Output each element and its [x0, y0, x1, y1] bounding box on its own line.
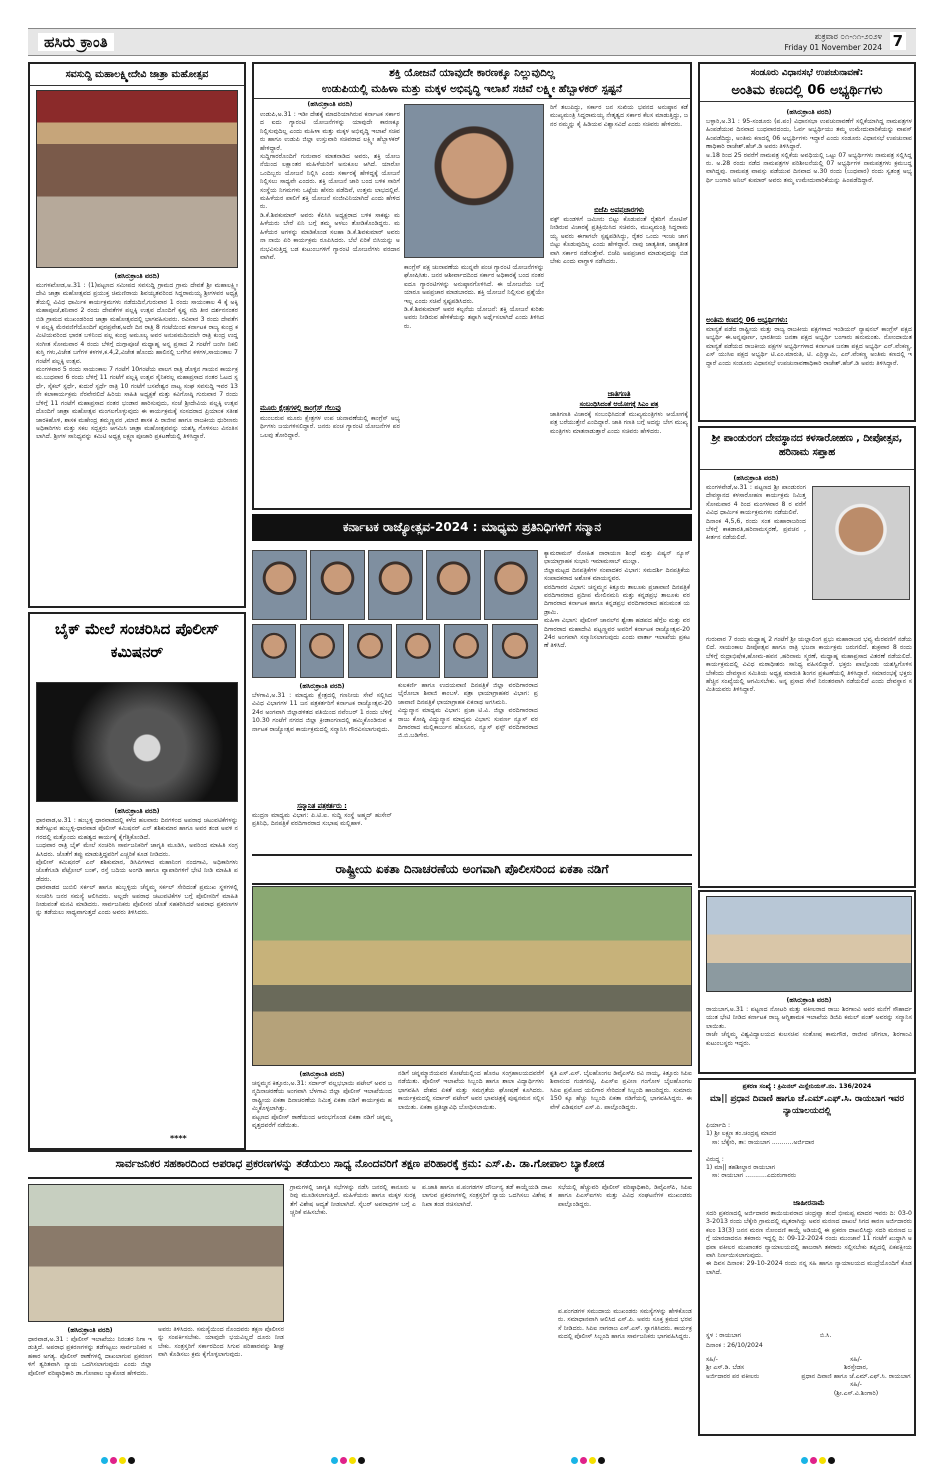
notice-court-title: ಮಾ|| ಪ್ರಧಾನ ದಿವಾಣಿ ಹಾಗೂ ಜೆ.ಎಮ್.ಎಫ್.ಸಿ. ರಾಯಬಾಗ ಇವರ ನ್ಯಾಯಾಲಯದಲ್ಲಿ	[709, 1094, 904, 1116]
black-dot	[828, 1457, 835, 1464]
masthead	[28, 28, 916, 56]
story-body-e: ವಕ್ಫ್ ಮಂಡಳಿಗೆ ಜಮೀನು ಬಿಟ್ಟು ಕೊಡುವಂತೆ ರೈತರಿಗೆ ನೋಟಿಸ್ ನೀಡಿರುವ ವಿಚಾರಕ್ಕೆ ಪ್ರತಿಕ್ರಿಯಿಸಿದ ಸಚಿವರು, ಮುಖ್ಯಮಂತ್ರಿ ಸಿದ್ದರಾಮಯ್ಯ ಅವರು ಈಗಾಗಲೇ ಸ್ಪಷ್ಟಪಡಿಸಿದ್ದು, ರೈತರ ಒಂದು ಇಂಚು ಜಾಗ ಬಿಟ್ಟು ಕೊಡುವುದಿಲ್ಲ ಎಂದು ಹೇಳಿದ್ದಾರೆ. ನಾವು ಜಾತ್ಯತೀತ, ಜಾತ್ಯತೀತವಾಗಿ ಸರ್ಕಾರ ನಡೆಸುತ್ತೇವೆ. ಬಿಜೆಪಿ ಅಪಪ್ರಚಾರ ಮಾಡುವುದನ್ನು ಬಿಡಬೇಕು ಎಂದು ವಾಗ್ದಾಳಿ ನಡೆಸಿದರು.	[550, 216, 690, 266]
headline: ಬೈಕ್ ಮೇಲೆ ಸಂಚರಿಸಿದ ಪೊಲೀಸ್ ಕಮಿಷನರ್	[54, 620, 220, 661]
notice-body: ಸದರಿ ಪ್ರಕರಣದಲ್ಲಿ ಅರ್ಜಿದಾರರ ತಾಯಿಯವರಾದ ಚಂದ್ರವ್ವಾ ತಂದೆ ಭೀಮಪ್ಪ ಮಾದರ ಇವರು ದಿ: 03-03-2013 ರಂದು ಬೆಕ್ಕೇರಿ ಗ್ರಾಮದಲ್ಲಿ ಮೃತರಾಗಿದ್ದು ಅವರ ಮರಣದ ದಾಖಲೆ ಸಿಗದ ಕಾರಣ ಅರ್ಜಿದಾರರು ಕಲಂ 13(3) ಜನನ ಮರಣ ನೋಂದಣಿ ಕಾಯ್ದೆ ಅಡಿಯಲ್ಲಿ ಈ ಪ್ರಕರಣ ದಾಖಲಿಸಿದ್ದು ಸದರಿ ಮರಣದ ಬಗ್ಗೆ ಯಾರದಾದರೂ ತಕರಾರು ಇದ್ದಲ್ಲಿ ದಿ: 09-12-2024 ರಂದು ಮುಂಜಾನೆ 11 ಗಂಟೆಗೆ ಖುದ್ದಾಗಿ ಅಥವಾ ವಕೀಲರ ಮುಖಾಂತರ ನ್ಯಾಯಾಲಯದಲ್ಲಿ ಹಾಜರಾಗಿ ತಕರಾರು ಸಲ್ಲಿಸಬೇಕು ತಪ್ಪಿದಲ್ಲಿ ಏಕಪಕ್ಷೀಯವಾಗಿ ನಿರ್ಣಯಿಸಲಾಗುವುದು. ಈ ದಿವಸ ದಿನಾಂಕ: 29-10-2024 ರಂದು ನನ್ನ ಸಹಿ ಹಾಗೂ ನ್ಯಾಯಾಲಯದ ಮುದ್ರೆಯೊಂದಿಗೆ ಕೊಡಲಾಗಿದೆ.	[706, 1210, 912, 1276]
story-body-b: ಅವರು ತಿಳಿಸಿದರು. ಸಮಸ್ಯೆಯಿಂದ ನೊಂದವರು ತಕ್ಷಣ ಪೊಲೀಸರನ್ನು ಸಂಪರ್ಕಿಸಬೇಕು. ಯಾವುದೇ ಭಯವಿಲ್ಲದೆ ದೂರು ನೀಡಬೇಕು. ಸಂತ್ರಸ್ತರಿಗೆ ಸರ್ಕಾರದಿಂದ ಸಿಗುವ ಪರಿಹಾರವನ್ನು ಶೀಘ್ರವಾಗಿ ಕೊಡಿಸಲು ಕ್ರಮ ಕೈಗೊಳ್ಳಲಾಗುವುದು.	[158, 1326, 284, 1359]
story-sanduru-bypoll	[698, 62, 916, 422]
yellow-dot	[819, 1457, 826, 1464]
story-body-d: ಕ್ಯಾಮರಾಮನ್ ರೋಹಿತ ನಾರಾಯಣ ಶಿಂಧೆ ಮತ್ತು ಏಷ್ಯನ್ ನ್ಯೂಸ್ ಛಾಯಾಗ್ರಾಹಕ ಸುಭಾನಿ ಇಮಾಮಸಾಬ್ ಮುಲ್ಲಾ. ಜಿಲ್ಲಾಮಟ್ಟದ ದಿನಪತ್ರಿಕೆಗಳ ಸಂಪಾದಕರ ವಿಭಾಗ: ಸಮದರ್ಶಿ ದಿನಪತ್ರಿಕೆಯ ಸಂಪಾದಕರಾದ ಅಶೋಕ ಮಾಯನ್ನವರ. ವರದಿಗಾರರ ವಿಭಾಗ: ಚನ್ನಮ್ಮನ ಕಿತ್ತೂರು ತಾಲೂಕು ಪ್ರಜಾವಾಣಿ ದಿನಪತ್ರಿಕೆ ವರದಿಗಾರರಾದ ಪ್ರದೀಪ ಮೇಲಿನಮನಿ ಮತ್ತು ಕನ್ನಡಪ್ರಭ ತಾಲೂಕು ವರದಿಗಾರರಾದ ಕರ್ನಾಟಕ ಹಾಗೂ ಕನ್ನಡಪ್ರಭ ವರದಿಗಾರರಾದ ಹನುಮಂತ ಯಡ್ರಾಮಿ. ಮಹಿಳಾ ವಿಭಾಗ: ಪೊಲೀಸ್ ಚಾನಲ್‍ನ ಶ್ವೇತಾ ಹಡಪದ ಹೆಗ್ಗೆಲ ಮತ್ತು ವರದಿಗಾರರಾದ ಮಹಾದೇವಿ ಪಟ್ಟಣ್ಣವರ ಅವರಿಗೆ ಕರ್ನಾಟಕ ರಾಜ್ಯೋತ್ಸವ-2024ರ ಅಂಗವಾಗಿ ಸನ್ಮಾನಿಸಲಾಗುವುದು ಎಂದು ವಾರ್ತಾ ಇಲಾಖೆಯ ಪ್ರಕಟಣೆ ತಿಳಿಸಿದೆ.	[544, 550, 690, 650]
headline: ಸವಸುದ್ದಿ ಮಹಾಲಕ್ಷ್ಮೀದೇವಿ ಜಾತ್ರಾ ಮಹೋತ್ಸವ	[30, 64, 244, 86]
headline: ಕರ್ನಾಟಕ ರಾಜ್ಯೋತ್ಸವ-2024 : ಮಾಧ್ಯಮ ಪ್ರತಿನಿಧಿಗಳಿಗೆ ಸನ್ಮಾನ	[252, 514, 692, 541]
story-body-d: ರಿಗೆ ತಲುಪಿದ್ದು, ಸರ್ಕಾರ ಜನ ಸುಖಿಯ ಭವನದ ಅನುಷ್ಠಾನ ಕಡೆ ಮುಖ್ಯಮಂತ್ರಿ ಸಿದ್ದರಾಮಯ್ಯ ನೇತೃತ್ವದ ಸರ್ಕಾರ ಕೆಲಸ ಮಾಡುತ್ತಿದ್ದು, ಜನರ ನಮ್ಮನ್ನು ಕೈ ಹಿಡಿಯವ ವಿಶ್ವಾಸವಿದೆ ಎಂದು ಸಚಿವರು ಹೇಳಿದರು.	[550, 104, 690, 128]
subhead-final-candidates: ಅಂತಿಮ ಕಣದಲ್ಲಿ 06 ಅಭ್ಯರ್ಥಿಗಳು:	[706, 316, 788, 324]
notice-place: ಸ್ಥಳ : ರಾಯಬಾಗ	[706, 1332, 742, 1339]
story-body-c: ಕೃತಿ ಎಸ್.ಎಸ್. ಬೈಲಹೊಂಗಲ ಡಿವೈಎಸ್‍ಪಿ ರವಿ ನಾಯ್ಕ, ಕಿತ್ತೂರು ಸಿಪಿಐ ಶಿವಾನಂದ ಗುಡಗನಟ್ಟಿ, ಪಿಎಸ್‍ಐ ಪ್ರವೀಣ ಗಂಗೋಳ ಬೈಲಹೊಂಗಲ ಸಿಪಿಐ ಪ್ರಮೋದ ಯಲಿಗಾರ ಸೇರಿದಂತೆ ಸಿಬ್ಬಂದಿ ಹಾಜರಿದ್ದರು. ಸುಮಾರು 150 ಕ್ಕೂ ಹೆಚ್ಚು ಸಿಬ್ಬಂದಿ ಏಕತಾ ನಡಿಗೆಯಲ್ಲಿ ಭಾಗವಹಿಸಿದ್ದರು. ಈ ವೇಳೆ ಎಡಿಷನಲ್ ಎಸ್.ಪಿ. ಪಾಲ್ಗೊಂಡಿದ್ದರು.	[550, 1070, 694, 1111]
journalist-photo-grid	[252, 548, 538, 678]
story-sp-gopal-byakod	[28, 1150, 692, 1442]
registration-mark	[330, 1449, 366, 1468]
yellow-dot	[119, 1457, 126, 1464]
kicker: ಸಂಡೂರು ವಿಧಾನಸಭೆ ಉಪಚುನಾವಣೆ:	[750, 68, 864, 78]
journalist-photo	[368, 550, 423, 620]
story-bike-commissioner	[28, 612, 246, 1150]
magenta-dot	[340, 1457, 347, 1464]
headline: ರಾಷ್ಟ್ರೀಯ ಏಕತಾ ದಿನಾಚರಣೆಯ ಅಂಗವಾಗಿ ಪೊಲೀಸರಿಂದ ಏಕತಾ ನಡಿಗೆ	[252, 854, 692, 885]
magenta-dot	[810, 1457, 817, 1464]
story-mahalakshmi-jatra	[28, 62, 246, 608]
headline: ಅಂತಿಮ ಕಣದಲ್ಲಿ 06 ಅಭ್ಯರ್ಥಿಗಳು	[700, 80, 914, 102]
byline: (ಹಸಿರುಕ್ರಾಂತಿ ವರದಿ)	[307, 100, 353, 108]
photo-minister	[404, 104, 544, 258]
story-raybag-visit	[698, 890, 916, 1074]
story-lakshmi-hebbalkar	[252, 62, 692, 510]
subhead-bjp: ಬಿಜೆಪಿ ಅಪಪ್ರಚಾರಗಳು	[594, 206, 644, 214]
black-dot	[598, 1457, 605, 1464]
journalist-photo	[444, 624, 488, 678]
notice-parties: ಫಿರ್ಯಾದಿ : 1) ಶ್ರೀ ಲಕ್ಷ್ಮಣ ತಂ.ಚಂದ್ರಪ್ಪ ಮಾದರ ಸಾ: ಬೆಕ್ಕೇರಿ, ತಾ: ರಾಯಬಾಗ ...........ಅರ್ಜಿದಾರ ವಿರುದ್ಧ : 1) ಮಾ|| ತಹಶೀಲ್ದಾರ ರಾಯಬಾಗ ಸಾ: ರಾಯಬಾಗ ...........ಎದುರುಗಾರರು	[706, 1122, 815, 1180]
story-body-a: ಮಂಗಳವೇಡೆ,ಅ.31 : ಪಟ್ಟಣದ ಶ್ರೀ ಪಾಂಡುರಂಗ ದೇವಸ್ಥಾನದ ಕಳಸಾರೋಹಣ ಕಾರ್ಯಕ್ರಮ ನಿಮಿತ್ತ ಸೋಮವಾರ 4 ರಿಂದ ಮಂಗಳವಾರ 8 ರ ವರೆಗೆ ವಿವಿಧ ಧಾರ್ಮಿಕ ಕಾರ್ಯಕ್ರಮಗಳು ನಡೆಯಲಿವೆ. ದಿನಾಂಕ 4,5,6, ರಂದು ಸಂತ ಮಹಾರಾಜರಿಂದ ಬೆಳಿಗ್ಗೆ ಕಾಕಡಾರತಿ,ಹರಿನಾಮಸ್ಮರಣೆ, ಪ್ರವಚನ ,ಕೀರ್ತನ ನಡೆಯಲಿದೆ.	[706, 484, 806, 542]
notice-proclamation: ಜಾಹೀರನಾಮೆ	[793, 1198, 825, 1207]
yellow-dot	[589, 1457, 596, 1464]
cyan-dot	[101, 1457, 108, 1464]
story-body-e: ಸಭೆಯಲ್ಲಿ ಹೆಚ್ಚುವರಿ ಪೊಲೀಸ್ ವರಿಷ್ಠಾಧಿಕಾರಿ, ಡಿವೈಎಸ್‍ಪಿ, ಸಿಪಿಐ ಹಾಗೂ ಪಿಎಸ್‍ಐಗಳು ಮತ್ತು ವಿವಿಧ ಸಂಘಟನೆಗಳ ಮುಖಂಡರು ಪಾಲ್ಗೊಂಡಿದ್ದರು.	[558, 1184, 694, 1208]
story-body-a: ಚನ್ನಮ್ಮನ ಕಿತ್ತೂರು,ಅ.31: ಸರ್ದಾರ್ ವಲ್ಲಭಭಾಯಿ ಪಟೇಲ್ ಅವರ ಜನ್ಮದಿನಾಚರಣೆಯ ಅಂಗವಾಗಿ ಬೆಳಗಾವಿ ಜಿಲ್ಲಾ ಪೊಲೀಸ್ ಇಲಾಖೆಯಿಂದ ರಾಷ್ಟ್ರೀಯ ಏಕತಾ ದಿನಾಚರಣೆಯ ನಿಮಿತ್ತ ಏಕತಾ ನಡಿಗೆ ಕಾರ್ಯಕ್ರಮ ಹಮ್ಮಿಕೊಳ್ಳಲಾಗಿತ್ತು. ಪಟ್ಟಣದ ಪೊಲೀಸ್ ಠಾಣೆಯಿಂದ ಆರಂಭಗೊಂಡ ಏಕತಾ ನಡಿಗೆ ಚನ್ನಮ್ಮ ವೃತ್ತದವರೆಗೆ ನಡೆಯಿತು.	[252, 1080, 392, 1130]
cyan-dot	[801, 1457, 808, 1464]
story-body-b: ಕಾಂಗ್ರೆಸ್ ಪಕ್ಷ ಚುನಾವಣೆಯ ಮುನ್ನವೇ ಪಂಚ ಗ್ಯಾರಂಟಿ ಯೋಜನೆಗಳನ್ನು ಘೋಷಿಸಿತು. ಜನರ ಆಶೀರ್ವಾದದಿಂದ ಸರ್ಕಾರ ಅಧಿಕಾರಕ್ಕೆ ಬಂದ ನಂತರ ಐದೂ ಗ್ಯಾರಂಟಿಗಳನ್ನು ಅನುಷ್ಠಾನಗೊಳಿಸಿದೆ. ಈ ಯೋಜನೆಯ ಬಗ್ಗೆ ಯಾರೂ ಅಪಪ್ರಚಾರ ಮಾಡಬಾರದು. ಶಕ್ತಿ ಯೋಜನೆ ನಿಲ್ಲಿಸುವ ಪ್ರಶ್ನೆಯೇ ಇಲ್ಲ ಎಂದು ಸಚಿವೆ ಸ್ಪಷ್ಟಪಡಿಸಿದರು. ಡಿ.ಕೆ.ಶಿವಕುಮಾರ್ ಅವರ ಕಲ್ಪನೆಯ ಯೋಜನೆ: ಶಕ್ತಿ ಯೋಜನೆ ಕುರಿತು ಅವರು ನೀಡಿರುವ ಹೇಳಿಕೆಯನ್ನು ತಪ್ಪಾಗಿ ಅರ್ಥೈಸಲಾಗಿದೆ ಎಂದು ತಿಳಿಸಿದರು.	[404, 264, 544, 330]
byline: (ಹಸಿರುಕ್ರಾಂತಿ ವರದಿ)	[786, 996, 832, 1004]
byline: (ಹಸಿರುಕ್ರಾಂತಿ ವರದಿ)	[786, 108, 832, 116]
date-kannada: ಶುಕ್ರವಾರ ೦೧-೧೧-೨೦೨೪	[814, 32, 882, 41]
story-body-c: ಮುಂಬರುವ ಮೂರು ಕ್ಷೇತ್ರಗಳ ಉಪ ಚುನಾವಣೆಯಲ್ಲಿ ಕಾಂಗ್ರೆಸ್ ಅಭ್ಯರ್ಥಿಗಳು ಜಯಗಳಿಸಲಿದ್ದಾರೆ. ಜನರು ಪಂಚ ಗ್ಯಾರಂಟಿ ಯೋಜನೆಗಳ ಪರ ಒಲವು ತೋರಿದ್ದಾರೆ.	[260, 415, 402, 439]
cyan-dot	[571, 1457, 578, 1464]
black-dot	[128, 1457, 135, 1464]
notice-signature-court: ಸಹಿ/- ಶಿರಸ್ತೇದಾರ, ಪ್ರಧಾನ ದಿವಾಣಿ ಹಾಗೂ ಜೆ.ಎಮ್.ಎಫ್.ಸಿ. ರಾಯಬಾಗ ಸಹಿ/- (ಶ್ರೀ.ಎಸ್.ವಿ.ಶಿಂಗಾರಿ)	[801, 1356, 911, 1397]
story-body-b: ಗುರುವಾರ 7 ರಂದು ಮಧ್ಯಾಹ್ನ 2 ಗಂಟೆಗೆ ಶ್ರೀ ಯಲ್ಲಾಲಿಂಗ ಪ್ರಭು ಮಹಾರಾಜರ ಭವ್ಯ ಮೆರವಣಿಗೆ ನಡೆಯಲಿದೆ. ಸಾಯಂಕಾಲ ದೀಪೋತ್ಸವ ಹಾಗೂ ರಾತ್ರಿ ಭಜನಾ ಕಾರ್ಯಕ್ರಮ ಜರುಗಲಿದೆ. ಶುಕ್ರವಾರ 8 ರಂದು ಬೆಳಿಗ್ಗೆ ರುದ್ರಾಭಿಷೇಕ,ಹೋಮ-ಹವನ ,ಹರಿನಾಮ ಸ್ಮರಣೆ, ಮಧ್ಯಾಹ್ನ ಮಹಾಪ್ರಸಾದ ವಿತರಣೆ ನಡೆಯಲಿದೆ. ಕಾರ್ಯಕ್ರಮದಲ್ಲಿ ವಿವಿಧ ಮಠಾಧೀಶರು ಸಾನಿಧ್ಯ ವಹಿಸಲಿದ್ದಾರೆ. ಭಕ್ತರು ಪಾಲ್ಗೊಂಡು ಯಶಸ್ವಿಗೊಳಿಸಬೇಕೆಂದು ದೇವಸ್ಥಾನ ಸಮಿತಿಯ ಅಧ್ಯಕ್ಷ ಮಾರುತಿ ಶಿಂಗನ ಪ್ರಕಟಣೆಯಲ್ಲಿ ತಿಳಿಸಿದ್ದಾರೆ. ಸಮಾರಂಭಕ್ಕೆ ಭಕ್ತರು ಹೆಚ್ಚಿನ ಸಂಖ್ಯೆಯಲ್ಲಿ ಆಗಮಿಸಬೇಕು. ಅನ್ನ ಪ್ರಸಾದ ಸೇವೆ ನಿರಂತರವಾಗಿ ನಡೆಯಲಿದೆ ಎಂದು ದೇವಸ್ಥಾನ ಸಮಿತಿಯವರು ತಿಳಿಸಿದ್ದಾರೆ.	[706, 636, 914, 694]
magenta-dot	[580, 1457, 587, 1464]
magenta-dot	[110, 1457, 117, 1464]
journalist-photo	[484, 550, 538, 620]
story-body-f: ಜಾತಿಗಣತಿ ವಿಚಾರಕ್ಕೆ ಸಂಬಂಧಿಸಿದಂತೆ ಮುಖ್ಯಮಂತ್ರಿಗಳು ಆಯೋಗಕ್ಕೆ ಪತ್ರ ಬರೆಯುತ್ತೇನೆ ಎಂದಿದ್ದಾರೆ. ಜಾತಿ ಗಣತಿ ಬಗ್ಗೆ ಅದನ್ನು ಬೇಗ ಮುಖ್ಯಮಂತ್ರಿಗಳು ಮಾತನಾಡುತ್ತಾರೆ ಎಂದು ಸಚಿವರು ಹೇಳಿದರು.	[550, 411, 690, 435]
photo-sp-meeting	[28, 1184, 284, 1322]
story-body-b: ಮುದ್ರಣ ಮಾಧ್ಯಮ ವಿಭಾಗ: ಪಿ.ಟಿ.ಐ. ಸುದ್ದಿ ಸಂಸ್ಥೆ ಅಹ್ಮದ್ ಹುಸೇನ್ ಪ್ರತಿನಿಧಿ, ದಿನಪತ್ರಿಕೆ ವರದಿಗಾರರಾದ ಸುಭಾಷ ಮಲ್ಲಿಹಾಳ.	[252, 812, 394, 828]
date-english: Friday 01 November 2024	[784, 43, 882, 52]
cyan-dot	[331, 1457, 338, 1464]
headline: ಸಾರ್ವಜನಿಕರ ಸಹಕಾರದಿಂದ ಅಪರಾಧ ಪ್ರಕರಣಗಳನ್ನು ತಡೆಯಲು ಸಾಧ್ಯ ನೊಂದವರಿಗೆ ತಕ್ಷಣ ಪರಿಹಾರಕ್ಕೆ ಕ್ರಮ: ಎಸ್.ಪಿ. ಡಾ.ಗೋಪಾಲ ಬ್ಯಾಕೋಡ	[28, 1150, 692, 1179]
story-body-a: ಉಡುಪಿ,ಅ.31 : ಇಡೀ ದೇಶಕ್ಕೆ ಮಾದರಿಯಾಗಿರುವ ಕರ್ನಾಟಕ ಸರ್ಕಾರದ ಐದು ಗ್ಯಾರಂಟಿ ಯೋಜನೆಗಳನ್ನು ಯಾವುದೇ ಕಾರಣಕ್ಕೂ ನಿಲ್ಲಿಸುವುದಿಲ್ಲ ಎಂದು ಮಹಿಳಾ ಮತ್ತು ಮಕ್ಕಳ ಅಭಿವೃದ್ಧಿ ಇಲಾಖೆ ಸಚಿವರು ಹಾಗೂ ಉಡುಪಿ ಜಿಲ್ಲಾ ಉಸ್ತುವಾರಿ ಸಚಿವರಾದ ಲಕ್ಷ್ಮೀ ಹೆಬ್ಬಾಳಕರ್ ಹೇಳಿದ್ದಾರೆ. ಸುದ್ದಿಗಾರರೊಂದಿಗೆ ಗುರುವಾರ ಮಾತನಾಡಿದ ಅವರು, ಶಕ್ತಿ ಯೋಜನೆಯಿಂದ ಲಕ್ಷಾಂತರ ಮಹಿಳೆಯರಿಗೆ ಅನುಕೂಲ ಆಗಿದೆ. ಯಾರೋ ಒಂದಿಬ್ಬರು ಯೋಜನೆ ನಿಲ್ಲಿಸಿ ಎಂದು ಸರ್ಕಾರಕ್ಕೆ ಹೇಳಿದ್ದಕ್ಕೆ ಯೋಜನೆ ನಿಲ್ಲಿಸಲು ಸಾಧ್ಯವೇ ಎಂದರು. ಶಕ್ತಿ ಯೋಜನೆ ಜಾರಿ ಬಂದ ಬಳಿಕ ಸಾರಿಗೆ ಸಂಸ್ಥೆಯ ನಿಗಮಗಳು ಒಟ್ಟೆಯ ಹೆಸರು ಪಡೆದಿವೆ, ಉತ್ತಮ ಲಾಭದಲ್ಲಿವೆ. ಮಹಿಳೆಯರ ಪಾಲಿಗೆ ಶಕ್ತಿ ಯೋಜನೆ ಸಂಜೀವಿನಿಯಾಗಿದೆ ಎಂದು ಹೇಳಿದರು. ಡಿ.ಕೆ.ಶಿವಕುಮಾರ್ ಅವರು ಕೆಪಿಸಿಸಿ ಅಧ್ಯಕ್ಷರಾದ ಬಳಿಕ ಸಾಕಷ್ಟು ಮಹಿಳೆಯರು ಬೇರೆ ಏನಿ ಬಗ್ಗೆ ತಮ್ಮ ಅಳಲು ತೋಡಿಕೊಂಡಿದ್ದರು. ಮಹಿಳೆಯರ ಅಗಳನ್ನು ಮಾಡಿಕೊಂಡ ಸಲಹಾ ಡಿ.ಕೆ.ಶಿವಕುಮಾರ್ ಅವರು ನಾ ನಾಯಿ ಏರಿ ಕಾರ್ಯಕ್ರಮ ರೂಪಿಸಿದರು. ಬೆಲೆ ಏರಿಕೆ ಬಿಸಿಯನ್ನು ಅನುಭವಿಸುತ್ತಿದ್ದ ಬಡ ಕುಟುಂಬಗಳಿಗೆ ಗ್ಯಾರಂಟಿ ಯೋಜನೆಗಳು ವರದಾನವಾಗಿವೆ.	[260, 111, 400, 261]
journalist-photo	[252, 624, 296, 678]
story-rajyotsava-media	[252, 514, 692, 850]
story-pandurang-temple	[698, 426, 916, 888]
registration-mark	[800, 1449, 836, 1468]
subhead-cm-letter: ಸಂಬಂಧಿಸಿದಂತೆ ಆಯೋಗಕ್ಕೆ ಸಿಎಂ ಪತ್ರ	[579, 400, 659, 408]
journalist-photo	[492, 624, 538, 678]
notice-signature-advocate: ಸಹಿ/- ಶ್ರೀ ಎಸ್.ಡಿ. ಬೆಡಸ ಅರ್ಜಿದಾರರ ಪರ ವಕೀಲರು	[706, 1356, 760, 1380]
journalist-photo	[426, 550, 481, 620]
story-unity-run	[252, 854, 692, 1144]
byline: (ಹಸಿರುಕ್ರಾಂತಿ ವರದಿ)	[733, 474, 779, 482]
headline: ಉಡುಪಿಯಲ್ಲಿ ಮಹಿಳಾ ಮತ್ತು ಮಕ್ಕಳ ಅಭಿವೃದ್ಧಿ ಇಲಾಖೆ ಸಚಿವೆ ಲಕ್ಷ್ಮೀ ಹೆಬ್ಬಾಳಕರ್ ಸ್ಪಷ್ಟನೆ	[254, 81, 690, 99]
notice-case-number: ಪ್ರಕರಣ ಸಂಖ್ಯೆ : ಕ್ರಿಮಿನಲ್ ಮಿಸ್ಲೇನಿಯಸ್.ನಂ. 136/2024	[742, 1083, 872, 1090]
story-body: ಧಾರವಾಡ,ಅ.31 : ಹುಬ್ಬಳ್ಳಿ ಧಾರವಾಡದಲ್ಲಿ ಕಳೆದ ಹಲವಾರು ದಿನಗಳಿಂದ ಅಪರಾಧ ಚಟುವಟಿಕೆಗಳನ್ನು ತಡೆಗಟ್ಟುವ ಹುಬ್ಬಳ್ಳಿ-ಧಾರವಾಡ ಪೊಲೀಸ್ ಕಮಿಷನರ್ ಎನ್ ಶಶಿಕುಮಾರ ಹಾಗೂ ಅವರ ತಂಡ ಅವಳಿ ನಗರದಲ್ಲಿ ಮತ್ತೊಂದು ಮಹತ್ವದ ಕಾರ್ಯಕ್ಕೆ ಕೈಗೆತ್ತಿಕೊಂಡಿದೆ. ಬುಧವಾರ ರಾತ್ರಿ ಬೈಕ್ ಮೇಲೆ ಸಂಚರಿಸಿ ಸಾರ್ವಜನಿಕರಿಗೆ ಜಾಗೃತಿ ಮೂಡಿಸಿ, ಅವರಿಂದ ಮಾಹಿತಿ ಸಂಗ್ರಹಿಸಿದರು. ಜೊತೆಗೆ ತಪ್ಪು ಮಾಡುತ್ತಿದ್ದವರಿಗೆ ಎಚ್ಚರಿಕೆ ಕೂಡ ನೀಡಿದರು. ಪೊಲೀಸ್ ಕಮಿಷನರ್ ಎನ್ ಶಶಿಕುಮಾರ, ಡಿಸಿಪಿಗಳಾದ ಮಹಾನಿಂಗ ನಂದಗಾವಿ, ಅಧಿಕಾರಿಗಳು ಜೊತೆಗೂಡಿ ಪೆಟ್ರೋಲ್ ಬಂಕ್, ರಸ್ತೆ ಬದಿಯ ಅಂಗಡಿ ಹಾಗೂ ವ್ಯಾಪಾರಿಗಳಿಗೆ ಭೇಟಿ ನೀಡಿ ಮಾಹಿತಿ ಪಡೆದರು. ಧಾರವಾಡದ ಜುಬಿಲಿ ಸರ್ಕಲ್ ಹಾಗೂ ಹುಬ್ಬಳ್ಳಿಯ ಚೆನ್ನಮ್ಮ ಸರ್ಕಲ್ ಸೇರಿದಂತೆ ಪ್ರಮುಖ ಸ್ಥಳಗಳಲ್ಲಿ ಸಂಚರಿಸಿ ಜನರ ಸಮಸ್ಯೆ ಆಲಿಸಿದರು. ಅಲ್ಲದೇ ಅಪರಾಧ ಚಟುವಟಿಕೆಗಳ ಬಗ್ಗೆ ಪೊಲೀಸರಿಗೆ ಮಾಹಿತಿ ನೀಡುವಂತೆ ಮನವಿ ಮಾಡಿದರು. ಸಾರ್ವಜನಿಕರು ಪೊಲೀಸರ ಜೊತೆ ಸಹಕರಿಸಿದರೆ ಅಪರಾಧ ಪ್ರಕರಣಗಳನ್ನು ತಡೆಯಲು ಸಾಧ್ಯವಾಗುತ್ತದೆ ಎಂದು ಅವರು ತಿಳಿಸಿದರು.	[36, 817, 238, 917]
byline: (ಹಸಿರುಕ್ರಾಂತಿ ವರದಿ)	[299, 1070, 345, 1078]
end-mark: ****	[170, 1134, 187, 1143]
story-body-d: ಪ.ಜಾತಿ ಹಾಗೂ ಪ.ಪಂಗಡಗಳ ದೌರ್ಜನ್ಯ ತಡೆ ಕಾಯ್ದೆಯಡಿ ದಾಖಲಾಗುವ ಪ್ರಕರಣಗಳಲ್ಲಿ ಸಂತ್ರಸ್ತರಿಗೆ ನ್ಯಾಯ ಒದಗಿಸಲು ವಿಶೇಷ ತನಿಖಾ ತಂಡ ರಚಿಸಲಾಗಿದೆ.	[422, 1184, 552, 1208]
story-body-b: ಮಾನ್ಯತೆ ಪಡೆದ ರಾಷ್ಟ್ರೀಯ ಮತ್ತು ರಾಜ್ಯ ರಾಜಕೀಯ ಪಕ್ಷಗಳಾದ ಇಂಡಿಯನ್ ನ್ಯಾಷನಲ್ ಕಾಂಗ್ರೆಸ್ ಪಕ್ಷದ ಅಭ್ಯರ್ಥಿ ಈ.ಅನ್ನಪೂರ್ಣ, ಭಾರತೀಯ ಜನತಾ ಪಕ್ಷದ ಅಭ್ಯರ್ಥಿ ಬಂಗಾರು ಹನುಮಂತು. ನೋಂದಾಯಿತ ಮಾನ್ಯತೆ ಪಡೆಯದ ರಾಜಕೀಯ ಪಕ್ಷಗಳ ಅಭ್ಯರ್ಥಿಗಳಾದ ಕರ್ನಾಟಕ ಜನತಾ ಪಕ್ಷದ ಅಭ್ಯರ್ಥಿ ಎನ್.ವೆಂಕಣ್ಣ, ಎಸ್ ಯುಸಿಐ ಪಕ್ಷದ ಅಭ್ಯರ್ಥಿ ಟಿ.ಎಂ.ಮಾರುತಿ, ಟಿ. ಎರ್ರಿಸ್ವಾಮಿ, ಎನ್.ವೆಂಕಣ್ಣ ಅಂತಿಮ ಕಣದಲ್ಲಿ ಇದ್ದಾರೆ ಎಂದು ಸಂಡೂರು ವಿಧಾನಸಭೆ ಉಪಚುನಾವಣಾಧಿಕಾರಿ ರಾಜೇಶ್.ಹೆಚ್.ಡಿ ಅವರು ತಿಳಿಸಿದ್ದಾರೆ.	[706, 326, 914, 367]
kicker: ಶಕ್ತಿ ಯೋಜನೆ ಯಾವುದೇ ಕಾರಣಕ್ಕೂ ನಿಲ್ಲುವುದಿಲ್ಲ	[389, 67, 555, 79]
journalist-photo	[310, 550, 365, 620]
journalist-photo	[396, 624, 440, 678]
registration-mark	[100, 1449, 136, 1468]
subhead-caste-census: ಜಾತಿಗಣತಿ	[607, 390, 631, 398]
story-body-f: ಪ.ಪಂಗಡಗಳ ಸಮುದಾಯ ಮುಖಂಡರು ಸಮಸ್ಯೆಗಳನ್ನು ಹೇಳಿಕೊಂಡರು. ಸಮಾಧಾನವಾಗಿ ಆಲಿಸಿದ ಎಸ್.ಪಿ. ಅವರು ಸೂಕ್ತ ಕ್ರಮದ ಭರವಸೆ ನೀಡಿದರು. ಸಿಪಿಐ ನಾಗರಾಜ ಎಸ್.ಎಸ್. ಸ್ವಾಗತಿಸಿದರು. ಕಾರ್ಯಕ್ರಮದಲ್ಲಿ ಪೊಲೀಸ್ ಸಿಬ್ಬಂದಿ ಹಾಗೂ ಸಾರ್ವಜನಿಕರು ಭಾಗವಹಿಸಿದ್ದರು.	[558, 1308, 692, 1341]
journalist-photo	[348, 624, 392, 678]
notice-seal-label: ಬಿ.ಸಿ.	[820, 1332, 832, 1339]
paper-name: ಹಸಿರು ಕ್ರಾಂತಿ	[38, 33, 114, 51]
story-body-b: ನಡಿಗೆ ಚನ್ನಮ್ಮಾಜಿಯವರ ಕೋಟೆಯಲ್ಲಿಂದ ಹೊರಟ ಸಂಗ್ರಹಾಲಯದವರೆಗೆ ನಡೆಯಿತು. ಪೊಲೀಸ್ ಇಲಾಖೆಯ ಸಿಬ್ಬಂದಿ ಹಾಗೂ ಶಾಲಾ ವಿದ್ಯಾರ್ಥಿಗಳು ಭಾಗವಹಿಸಿ ದೇಶದ ಏಕತೆ ಮತ್ತು ಸಮಗ್ರತೆಯ ಘೋಷಣೆ ಕೂಗಿದರು. ಕಾರ್ಯಕ್ರಮದಲ್ಲಿ ಸರ್ದಾರ್ ಪಟೇಲ್ ಅವರ ಭಾವಚಿತ್ರಕ್ಕೆ ಪುಷ್ಪನಮನ ಸಲ್ಲಿಸಲಾಯಿತು. ಏಕತಾ ಪ್ರತಿಜ್ಞಾವಿಧಿ ಬೋಧಿಸಲಾಯಿತು.	[398, 1070, 546, 1111]
photo-visit	[706, 896, 912, 992]
byline: (ಹಸಿರುಕ್ರಾಂತಿ ವರದಿ)	[299, 682, 345, 690]
byline: (ಹಸಿರುಕ್ರಾಂತಿ ವರದಿ)	[67, 1326, 113, 1334]
notice-date: ದಿನಾಂಕ : 26/10/2024	[706, 1342, 763, 1349]
page-number: 7	[890, 32, 906, 50]
photo-committee-member	[812, 486, 910, 600]
legal-notice	[698, 1078, 916, 1436]
subhead-three-constituencies: ಮೂರು ಕ್ಷೇತ್ರಗಳಲ್ಲಿ ಕಾಂಗ್ರೆಸ್ ಗೆಲುವು	[260, 404, 341, 412]
yellow-dot	[349, 1457, 356, 1464]
photo-temple	[36, 90, 238, 268]
story-body: ರಾಯಬಾಗ,ಅ.31 : ಪಟ್ಟಣದ ನೋಟರಿ ಮತ್ತು ವಕೀಲರಾದ ರಾಜು ಶಿರಗಾಂವಿ ಅವರ ಮನೆಗೆ ಸೌಹಾರ್ದಯುತ ಭೇಟಿ ನೀಡಿದ ಕರ್ನಾಟಕ ರಾಜ್ಯ ಆಗ್ನಿಶಾಮಕ ಇಲಾಖೆಯ ಡಿಜಿಪಿ ಕಮಲ್ ಪಂತ್ ಅವರನ್ನು ಸನ್ಮಾನಿಸಲಾಯಿತು. ರಾಜೇ ಚೆನ್ನಮ್ಮ ವಿಶ್ವವಿದ್ಯಾಲಯದ ಕುಲಸಚಿವ ಸಂತೋಷ ಕಾಮಗೌಡ, ರಾಜೀವ ಚೌಗಲಾ, ಶಿರಗಾಂವಿ ಕುಟುಂಬಸ್ಥರು ಇದ್ದರು.	[706, 1006, 912, 1047]
story-body-c: ಗ್ರಾಮಗಳಲ್ಲಿ ಜಾಗೃತಿ ಸಭೆಗಳನ್ನು ನಡೆಸಿ ಜನರಲ್ಲಿ ಕಾನೂನು ಅರಿವು ಮೂಡಿಸಲಾಗುತ್ತಿದೆ. ಮಹಿಳೆಯರು ಹಾಗೂ ಮಕ್ಕಳ ಸುರಕ್ಷತೆಗೆ ವಿಶೇಷ ಆದ್ಯತೆ ನೀಡಲಾಗಿದೆ. ಸೈಬರ್ ಅಪರಾಧಗಳ ಬಗ್ಗೆ ಎಚ್ಚರಿಕೆ ವಹಿಸಬೇಕು.	[290, 1184, 416, 1217]
byline: (ಹಸಿರುಕ್ರಾಂತಿ ವರದಿ)	[114, 807, 160, 815]
subhead-honorees: ಸನ್ಮಾನಿತ ಪತ್ರಕರ್ತರು :	[297, 802, 347, 810]
registration-marks	[0, 1446, 945, 1460]
photo-unity-run	[252, 886, 692, 1066]
journalist-photo	[252, 550, 307, 620]
photo-commissioner-bike	[36, 682, 238, 802]
story-body: ಮುಗಳಖೋಡ,ಅ.31 : (1)ಪಟ್ಟಣದ ಸಮೀಪದ ಸವಸುದ್ದಿ ಗ್ರಾಮದ ಗ್ರಾಮ ದೇವತೆ ಶ್ರೀ ಮಹಾಲಕ್ಷ್ಮೀ ದೇವಿ ಜಾತ್ರಾ ಮಹೋತ್ಸವದ ಪ್ರಯುಕ್ತ ಚಿಮಣಿರಾಯ ಶಿವಯ್ಯತವರಿಂದ ಸಿದ್ದರಾಮಯ್ಯ ಶ್ರೀಗಳವರ ಅಧ್ಯಕ್ಷತೆಯಲ್ಲಿ ವಿವಿಧ ಧಾರ್ಮಿಕ ಕಾರ್ಯಕ್ರಮಗಳು ನಡೆದುದಿನೆ,ಗುರುವಾರ 1 ರಂದು ಸಾಯಂಕಾಲ 4 ಕ್ಕೆ ಅಕ್ಕಿ ಮಹಾಪೂಜೆ,ಶನಿವಾರ 2 ರಂದು ದೇವತೆಗಳ ಪಲ್ಲಕ್ಕಿ ಉತ್ಸವ ದೊಂದಿಗೆ ಕೃಷ್ಣ ನದಿ ತೀರ ದರ್ಶನನಂತರ ಬಿಡಿ ಗ್ರಾಮದ ಮುಖಂಡರಿಂದ ಜಾತ್ರಾ ಮಹೋತ್ಸವದಲ್ಲಿ ಭಾಗವಹಿಸುವರು. ರವಿವಾರ 3 ರಂದು ದೇವತೆಗಳ ಪಲ್ಲಕ್ಕಿ ಮೆರವಣಿಗೆಯೊಂದಿಗೆ ಪುರಪ್ರವೇಶ,ಅದೇ ದಿನ ರಾತ್ರಿ 8 ಗಂಟೆಯಿಂದ ಕರ್ನಾಟಕ ರಾಜ್ಯ ಕುಂದ್ರ ಕಮಿಟಿಯವರಿಂದ ಭಾರತ ಬಳಿನಿಂದ ಪಲ್ಲ ಕುಂದ್ರ ಅಮೂಲ್ಯ ಅವರ ಅನುಪಮದಿಂದಲೇ ರಾತ್ರಿ ಕುಂದ್ರ ಉದ್ದ ಸಂಗೀತ ಸೋಮವಾರ 4 ರಂದು ಬೆಳಿಗ್ಗೆ ದುಗ್ಗಾಪೂಜೆ ಮಧ್ಯಾಹ್ನ ಅನ್ನ ಪ್ರಸಾದ 2 ಗಂಟೆಗೆ ಜಂಗೀ ನಿಕಲಿ ಕುಸ್ತಿ ಗಳು,ವಿಜೇತ ಬಗೆಗಳ ಕಳಗಳ,ಕ.4,2,ವಿಜೇತ ಹೊಂದು ಹಾಲಿನಲ್ಲಿ ಬಗೆಗಿನ ಕಳಗಳ,ಸಾಯಂಕಾಲ 7 ಗಂಟೆಗೆ ಪಲ್ಲಕ್ಕಿ ಉತ್ಸವ. ಮಂಗಳವಾರ 5 ರಂದು ಸಾಯಂಕಾಲ 7 ಗಂಟೆಗೆ 10ಗಂಟೆಯ ವಾಲಗ ರಾತ್ರಿ ಡೊಳ್ಳಿನ ಗಾಯನ ಕಾರ್ಯಕ್ರಮ.ಬುಧವಾರ 6 ರಂದು ಬೆಳಿಗ್ಗೆ 11 ಗಂಟೆಗೆ ಪಲ್ಲಕ್ಕಿ ಉತ್ಸವ ಸೈನಿಕರಲ್ಲ ಮಹಾಪ್ರಸಾದ ನಂತರ ಓಟದ ಸ್ಪರ್ಧೆ, ಸೈಕಲ್ ಸ್ಪರ್ಧೆ, ಕುದುರೆ ಸ್ಪರ್ಧೆ ರಾತ್ರಿ 10 ಗಂಟೆಗೆ ಬಸವೇಶ್ವರ ನಾಟ್ಯ ಸಂಘ ಸವಸುದ್ದಿ ಇವರ 13 ನೇ ಕಲಾಕಾರ್ಯಕ್ರಮ ನೆರವೇರಲಿದೆ ಹಿರಿಯ ಸಾಹಿತಿ ಅಧ್ಯಕ್ಷತೆ ಮತ್ತು ಕವಿಗೋಷ್ಠಿ ಗುರುವಾರ 7 ರಂದು ಬೆಳಿಗ್ಗೆ 11 ಗಂಟೆಗೆ ಮಹಾಪ್ರಸಾದ ನಂತರ ಭಂಡಾರ ಹಾರಿಸುವುದು, ಸಂಜೆ ಶ್ರೀದೇವಿಯ ಪಲ್ಲಕ್ಕಿ ಉತ್ಸವ ದೊಂದಿಗೆ ಜಾತ್ರಾ ಮಹೋತ್ಸವ ಮಂಗಲಗೊಳ್ಳುವುದು ಈ ಕಾರ್ಯಕ್ರಮಕ್ಕೆ ಸಂಸದರಾದ ಪ್ರಿಯಾಂಕ ಸತೀಶ ಜಾರಕಿಹೊಳಿ, ಶಾಸಕ ಮಹೇಂದ್ರ ತಮ್ಮಣ್ಣವರ ,ಮಾಜಿ ಶಾಸಕ ಪಿ ರಾಜೀವ ಹಾಗೂ ರಾಜಕೀಯ ಧುರೀಣರು ಅಧಿಕಾರಿಗಳು ಮತ್ತು ಸಕಲ ಸದ್ಭಕ್ತರು ಆಗಮಿಸಿ ಜಾತ್ರಾ ಮಹೋತ್ಸವವನ್ನು ಯಶಸ್ವಿ ಗೊಳಿಸಲು ವಿನಂತಿಸಲಾಗಿದೆ. ಶ್ರೀಗಳ ಸಾನಿಧ್ಯವನ್ನು ಕಮಿಟಿ ಅಧ್ಯಕ್ಷ ಲಕ್ಷ್ಮಣ ಪೂಜಾರಿ ಪ್ರಕಟಣೆಯಲ್ಲಿ ತಿಳಿಸಿದ್ದಾರೆ.	[36, 282, 238, 441]
story-body-a: ಧಾರವಾಡ,ಅ.31 : ಪೊಲೀಸ್ ಇಲಾಖೆಯು ನಿರಂತರ ನಿಗಾ ಇಡುತ್ತಿದೆ. ಅಪರಾಧ ಪ್ರಕರಣಗಳನ್ನು ತಡೆಗಟ್ಟಲು ಸಾರ್ವಜನಿಕರ ಸಹಕಾರ ಅಗತ್ಯ. ಪೊಲೀಸ್ ಠಾಣೆಗಳಲ್ಲಿ ದಾಖಲಾಗುವ ಪ್ರಕರಣಗಳಿಗೆ ತ್ವರಿತವಾಗಿ ನ್ಯಾಯ ಒದಗಿಸಲಾಗುವುದು ಎಂದು ಜಿಲ್ಲಾ ಪೊಲೀಸ್ ವರಿಷ್ಠಾಧಿಕಾರಿ ಡಾ.ಗೋಪಾಲ ಬ್ಯಾಕೋಡ ಹೇಳಿದರು.	[28, 1336, 154, 1377]
story-body: ಬಳ್ಳಾರಿ,ಅ.31 : 95-ಸಂಡೂರು (ಪ.ಪಂ) ವಿಧಾನಸಭಾ ಉಪಚುನಾವಣೆಗೆ ಸಲ್ಲಿಕೆಯಾಗಿದ್ದ ನಾಮಪತ್ರಗಳ ಹಿಂಪಡೆಯುವ ದಿನವಾದ ಬುಧವಾರದಂದು, ಓರ್ವ ಅಭ್ಯರ್ಥಿಯು ತಮ್ಮ ಉಮೇದುವಾರಿಕೆಯನ್ನು ವಾಪಸ್ ಹಿಂಪಡೆದಿದ್ದು, ಅಂತಿಮ ಕಣದಲ್ಲಿ 06 ಅಭ್ಯರ್ಥಿಗಳು ಇದ್ದಾರೆ ಎಂದು ಸಂಡೂರು ವಿಧಾನಸಭೆ ಉಪಚುನಾವಣಾಧಿಕಾರಿ ರಾಜೇಶ್.ಹೆಚ್.ಡಿ ಅವರು ತಿಳಿಸಿದ್ದಾರೆ. ಅ.18 ರಿಂದ 25 ರವರೆಗೆ ನಾಮಪತ್ರ ಸಲ್ಲಿಕೆಯ ಅವಧಿಯಲ್ಲಿ ಒಟ್ಟು 07 ಅಭ್ಯರ್ಥಿಗಳು ನಾಮಪತ್ರ ಸಲ್ಲಿಸಿದ್ದರು. ಅ.28 ರಂದು ನಡೆದ ನಾಮಪತ್ರಗಳ ಪರಿಶೀಲನೆಯಲ್ಲಿ 07 ಅಭ್ಯರ್ಥಿಗಳ ನಾಮಪತ್ರಗಳು ಕ್ರಮಬದ್ಧವಾಗಿದ್ದವು. ನಾಮಪತ್ರ ವಾಪಸ್ಸು ಪಡೆಯುವ ದಿನವಾದ ಅ.30 ರಂದು (ಬುಧವಾರ) ರಂದು ಸ್ವತಂತ್ರ ಅಭ್ಯರ್ಥಿ ಬಂಗಾರಿ ಅನಿಲ್ ಕುಮಾರ್ ಅವರು ತಮ್ಮ ಉಮೇದುವಾರಿಕೆಯನ್ನು ಹಿಂಪಡೆದಿದ್ದಾರೆ.	[706, 118, 912, 184]
byline: (ಹಸಿರುಕ್ರಾಂತಿ ವರದಿ)	[114, 272, 160, 280]
headline: ಶ್ರೀ ಪಾಂಡುರಂಗ ದೇವಸ್ಥಾನದ ಕಳಸಾರೋಹಣ , ದೀಪೋತ್ಸವ, ಹರಿನಾಮ ಸಪ್ತಾಹ	[700, 428, 914, 470]
story-body-a: ಬೆಳಗಾವಿ,ಅ.31 : ಮಾಧ್ಯಮ ಕ್ಷೇತ್ರದಲ್ಲಿ ಗಣನೀಯ ಸೇವೆ ಸಲ್ಲಿಸಿದ ವಿವಿಧ ವಿಭಾಗಗಳ 11 ಜನ ಪತ್ರಕರ್ತರಿಗೆ ಕರ್ನಾಟಕ ರಾಜ್ಯೋತ್ಸವ-2024ರ ಅಂಗವಾಗಿ ಜಿಲ್ಲಾಡಳಿತದ ವತಿಯಿಂದ ನವೆಂಬರ್ 1 ರಂದು ಬೆಳಿಗ್ಗೆ 10.30 ಗಂಟೆಗೆ ನಗರದ ಜಿಲ್ಲಾ ಕ್ರೀಡಾಂಗಣದಲ್ಲಿ ಹಮ್ಮಿಕೊಂಡಿರುವ ಕರ್ನಾಟಕ ರಾಜ್ಯೋತ್ಸವ ಕಾರ್ಯಕ್ರಮದಲ್ಲಿ ಸನ್ಮಾನಿಸಿ ಗೌರವಿಸಲಾಗುವುದು.	[252, 692, 394, 733]
journalist-photo	[300, 624, 344, 678]
registration-mark	[570, 1449, 606, 1468]
black-dot	[358, 1457, 365, 1464]
story-body-c: ಕುಲಕರ್ಣಿ ಹಾಗೂ ಉದಯವಾಣಿ ದಿನಪತ್ರಿಕೆ ಜಿಲ್ಲಾ ವರದಿಗಾರರಾದ ಭೈರೋಬಾ ಶಿವಾಜಿ ಕಾಂಬಳೆ. ಪತ್ರಾ ಛಾಯಾಗ್ರಾಹಕರ ವಿಭಾಗ: ಪ್ರಜಾವಾಣಿ ದಿನಪತ್ರಿಕೆ ಛಾಯಾಗ್ರಾಹಕ ಏಕನಾಥ ಅಗಸಿಮನಿ. ವಿದ್ಯುನ್ಮಾನ ಮಾಧ್ಯಮ ವಿಭಾಗ: ಪ್ರಜಾ ಟಿ.ವಿ. ಜಿಲ್ಲಾ ವರದಿಗಾರರಾದ ರಾಜು ಕೋಷ್ಠಿ ವಿದ್ಯುನ್ಮಾನ ಮಾಧ್ಯಮ ವಿಭಾಗ: ಸುವರ್ಣ ನ್ಯೂಸ್ ವರದಿಗಾರರಾದ ಮಲ್ಲಿಕಾರ್ಜುನ ಹೊಸೂರ, ನ್ಯೂಸ್ ಫಸ್ಟ್ ವರದಿಗಾರರಾದ ಜಿ.ಬಿ.ಬಡಿಗೇರ.	[398, 682, 538, 740]
